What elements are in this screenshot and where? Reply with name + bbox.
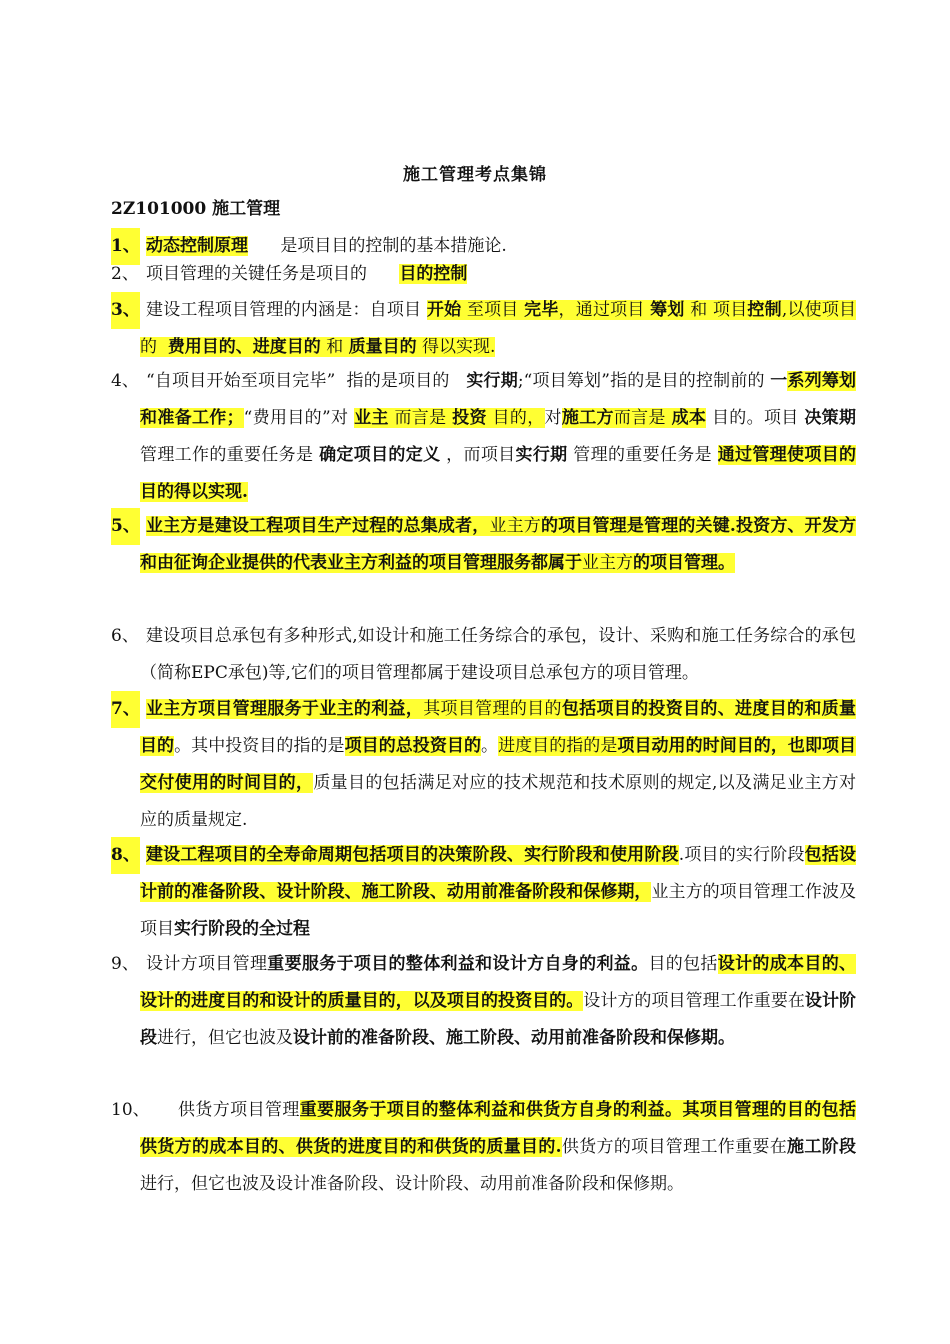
item-text (140, 618, 856, 692)
text-run: 包括项目的投资目的、进度目的和质量目的 (140, 699, 857, 756)
text-run: 管理的重要任务是 (567, 445, 718, 465)
text-run: 建设项目总承包有多种形式,如设计和施工任务综合的承包，设计、采购和施工任务综合的承包（简称EPC承包)等,它们的项目管理都属于建设项目总承包方的项目管理。 (140, 626, 856, 683)
item-text (140, 837, 856, 948)
item-text (140, 256, 856, 293)
text-run: 重要服务于项目的整体利益和供货方自身的利益。其项目管理的目的包括供货方的成本目的、供货的进度目的和供货的质量目的. (140, 1100, 857, 1157)
text-run: ，而项目 (440, 445, 516, 465)
item-number: 10、 (111, 1100, 150, 1120)
text-run: 设计方的项目管理工作重要在 (583, 991, 805, 1011)
text-run: 而言是 (613, 408, 672, 428)
text-run: ，通过项目 (558, 300, 651, 320)
text-run: 而言是 (388, 408, 453, 428)
text-run: 和 (320, 337, 349, 357)
text-run: 施工方 (561, 408, 614, 428)
list-item-4 (111, 363, 862, 511)
section-heading: 2Z101000 施工管理 (111, 199, 281, 219)
text-run: “自项目开始至项目完毕” 指的是项目的 (146, 371, 467, 391)
text-run: 业主方项目管理服务于业主的利益， (146, 699, 424, 719)
text-run: 供货方项目管理 (178, 1100, 300, 1120)
text-run: 质量目的 (348, 337, 417, 357)
item-number: 1、 (111, 228, 140, 265)
text-run: 费用目的、进度目的 (167, 337, 321, 357)
text-run: 业主方是建设工程项目生产过程的总集成者， (146, 516, 490, 536)
text-run: 确定项目的定义 (319, 445, 441, 465)
item-number: 2、 (111, 264, 139, 284)
text-run: 动态控制原理 (146, 236, 248, 256)
text-run: 决策期 (804, 408, 856, 428)
list-item-9 (111, 946, 856, 1057)
list-item-10 (111, 1092, 856, 1203)
text-run: 业主 (354, 408, 389, 428)
text-run: .项目的实行阶段 (678, 845, 805, 865)
item-number: 7、 (111, 691, 140, 728)
text-run: 实行期 (515, 445, 568, 465)
text-run: 得以实现. (416, 337, 496, 357)
page-title: 施工管理考点集锦 (403, 165, 547, 185)
list-item-6 (111, 618, 856, 692)
item-text (140, 363, 862, 511)
text-run: 项目动用的时间目的，也即项目交付使用的时间目的， (140, 736, 857, 793)
text-run: 包括设计前的准备阶段、设计阶段、施工阶段、动用前准备阶段和保修期， (140, 845, 857, 902)
text-run: 开始 (426, 300, 462, 320)
text-run: 投资 (452, 408, 487, 428)
text-run: 筹划 (650, 300, 685, 320)
text-run: 业主方 (582, 553, 633, 573)
text-run: 建设工程项目的全寿命周期包括项目的决策阶段、实行阶段和使用阶段 (146, 845, 679, 865)
text-run: 进行，但它也波及 (157, 1028, 293, 1048)
list-item-8 (111, 837, 856, 948)
text-run: 业主方 (489, 516, 541, 536)
text-run: 目的包括 (648, 954, 718, 974)
text-run: 。 (481, 736, 499, 756)
text-run: 设计前的准备阶段、施工阶段、动用前准备阶段和保修期。 (293, 1028, 735, 1048)
text-run: 质量目的包括满足对应的技术规范和技术原则的规定,以及满足业主方对应的质量规定. (140, 773, 857, 830)
text-run: 实行期 (466, 371, 518, 391)
text-run: 目的控制 (399, 264, 468, 284)
item-number: 9、 (111, 954, 139, 974)
text-run: 是项目目的控制的基本措施论. (248, 236, 507, 256)
text-run: 系列筹划和准备工作； (140, 371, 857, 428)
item-number: 6、 (111, 626, 139, 646)
text-run: 目的。项目 (706, 408, 805, 428)
text-run: 控制 (747, 300, 782, 320)
text-run: 管理工作的重要任务是 (140, 408, 862, 465)
text-run: 设计方项目管理 (146, 954, 268, 974)
item-text (140, 691, 856, 839)
text-run: 建设工程项目管理的内涵是：自项目 (146, 300, 427, 320)
text-run: 设计阶段 (140, 991, 857, 1048)
text-run: 施工阶段 (787, 1137, 857, 1157)
list-item-2 (111, 256, 856, 293)
text-run: 。其中投资目的指的是 (174, 736, 345, 756)
item-number: 5、 (111, 508, 140, 545)
text-run: 项目管理的关键任务是项目的 (146, 264, 400, 284)
item-text (140, 508, 856, 582)
text-run: 至项目 (461, 300, 525, 320)
text-run: 项目的总投资目的 (344, 736, 481, 756)
text-run: ;“项目筹划”指的是目的控制前的 (517, 371, 771, 391)
text-run: 对 (544, 408, 562, 428)
item-text (140, 292, 856, 366)
item-text (140, 1092, 856, 1203)
text-run: 的项目管理。 (633, 553, 735, 573)
item-number: 3、 (111, 292, 140, 329)
text-run: 实行阶段的全过程 (174, 919, 310, 939)
list-item-5 (111, 508, 856, 582)
item-text (140, 946, 856, 1057)
text-run: 进度目的指的是 (498, 736, 618, 756)
text-run: 进行，但它也波及设计准备阶段、设计阶段、动用前准备阶段和保修期。 (140, 1174, 684, 1194)
text-run: 和 项目 (684, 300, 748, 320)
text-run: 供货方的项目管理工作重要在 (561, 1137, 788, 1157)
text-run: 目的， (486, 408, 545, 428)
text-run: “费用目的”对 (243, 408, 355, 428)
item-number: 4、 (111, 371, 139, 391)
text-run: 的项目管理是管理的关键.投资方、开发方和由征询企业提供的代表业主方利益的项目管理服务都属于 (140, 516, 857, 573)
list-item-3 (111, 292, 856, 366)
text-run: 完毕 (524, 300, 559, 320)
text-run: 重要服务于项目的整体利益和设计方自身的利益。 (267, 954, 649, 974)
text-run: 设计的成本目的、设计的进度目的和设计的质量目的，以及项目的投资目的。 (140, 954, 857, 1011)
text-run: 成本 (671, 408, 707, 428)
text-run: ,以使项目的 (140, 300, 857, 357)
text-run: 其项目管理的目的 (423, 699, 562, 719)
text-run: 业主方的项目管理工作波及项目 (140, 882, 857, 939)
list-item-7 (111, 691, 856, 839)
text-run: 一 (770, 371, 788, 391)
text-run: 通过管理使项目的目的得以实现. (140, 445, 857, 502)
item-number: 8、 (111, 837, 140, 874)
